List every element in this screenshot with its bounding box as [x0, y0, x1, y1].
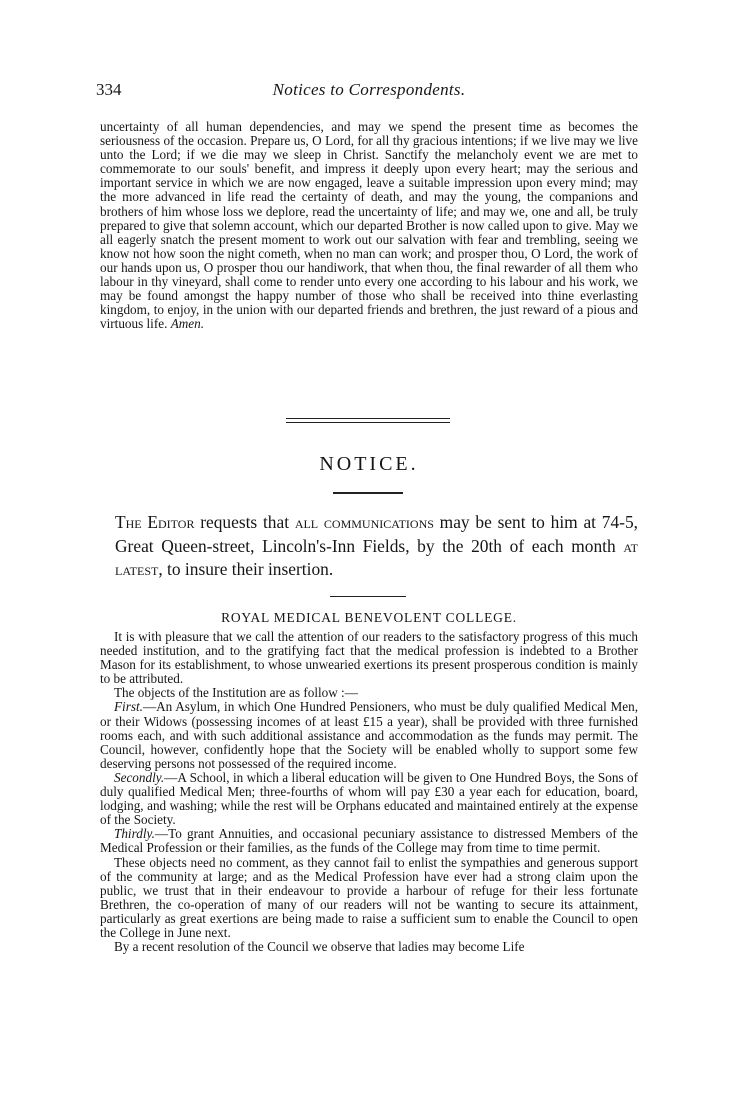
prayer-closing: Amen. — [170, 316, 205, 332]
prayer-paragraph — [100, 120, 638, 331]
at-latest: at latest — [115, 535, 638, 579]
object-second: Secondly.—A School, in which a liberal education will be given to One Hundred Boys, the Sons of duly qualified Medical Men; three-fourths of whom will pay £30 a year each for education, board, lodging, and washing; while the rest will be Orphans educated and maintained entirely at the expense of the Society. — [100, 769, 638, 828]
page-header — [96, 80, 642, 104]
notice-underline — [333, 492, 403, 494]
section-divider-bottom — [286, 422, 450, 423]
section-divider-top — [286, 418, 450, 419]
notice-divider — [330, 596, 406, 597]
resolution-paragraph: By a recent resolution of the Council we observe that ladies may become Life — [114, 939, 525, 955]
prayer-text: uncertainty of all human dependencies, and may we spend the present time as becomes the seriousness of the occasion. Prepare us, O Lord, for all thy gracious intentions; if we live may we live unto the Lord; if we die may we sleep in Christ. Sanctify the melancholy event we are met to commemorate to our souls' benefit, and impress it deeply upon every heart; may the serious and important service in which we are now engaged, leave a suitable impression upon every mind; may the more advanced in life read the certainty of death, and may the young, the companions and brothers of him whose loss we deplore, read the uncertainty of life; and may we, one and all, be truly prepared to give that solemn account, which our departed Brother is now called upon to give. May we all eagerly snatch the present moment to work out our salvation with fear and trembling, seeing we know not how soon the night cometh, when no man can work; and prosper thou, O Lord, the work of our hands upon us, O prosper thou our handiwork, that when thou, the final rewarder of all them who labour in thy vineyard, shall come to render unto every one according to his labour and his work, we may be found amongst the happy number of those who shall be received into thine everlasting kingdom, to enjoy, in the union with our departed friends and brethren, the just reward of a pious and virtuous life. — [100, 119, 638, 332]
running-title: Notices to Correspondents. — [272, 80, 466, 99]
article-title: ROYAL MEDICAL BENEVOLENT COLLEGE. — [221, 610, 517, 625]
object-first: First.—An Asylum, in which One Hundred Pensioners, who must be duly qualified Medical Men, or their Widows (possessing incomes of at least £15 a year), shall be provided with three furnished rooms each, and with such additional assistance and accommodation as the funds may permit. The Council, however, confidently hope that the Society will be enabled wholly to support some few deserving persons not possessed of the required income. — [100, 699, 638, 771]
article-body — [100, 630, 638, 954]
article-intro: It is with pleasure that we call the attention of our readers to the satisfactory progress of this much needed institution, and to the gratifying fact that the medical profession is indebted to a Brother Mason for its establishment, to whose unwearied exertions its present prosperous condition is mainly to be attributed. — [100, 629, 638, 687]
notice-heading: NOTICE. — [319, 453, 419, 475]
editor-notice: The Editor requests that all communications may be sent to him at 74-5, Great Queen-street, Lincoln's-Inn Fields, by the 20th of each month at latest, to insure their insertion. — [115, 512, 638, 579]
objects-intro: The objects of the Institution are as follow :— — [114, 685, 358, 701]
all-communications: all communications — [294, 512, 434, 532]
objects-comment: These objects need no comment, as they cannot fail to enlist the sympathies and generous support of the community at large; and as the Medical Profession have ever had a strong claim upon the public, we trust that in their endeavour to provide a harbour of refuge for their less fortunate Brethren, the co-operation of many of our readers will not be wanting to secure its attainment, particularly as great exertions are being made to raise a sufficient sum to enable the Council to open the College in June next. — [100, 854, 638, 940]
page-number: 334 — [96, 80, 122, 99]
object-third: Thirdly.—To grant Annuities, and occasional pecuniary assistance to distressed Members of the Medical Profession or their families, as the funds of the College may from time to time permit. — [100, 826, 638, 856]
editor-label: The Editor — [115, 512, 195, 532]
